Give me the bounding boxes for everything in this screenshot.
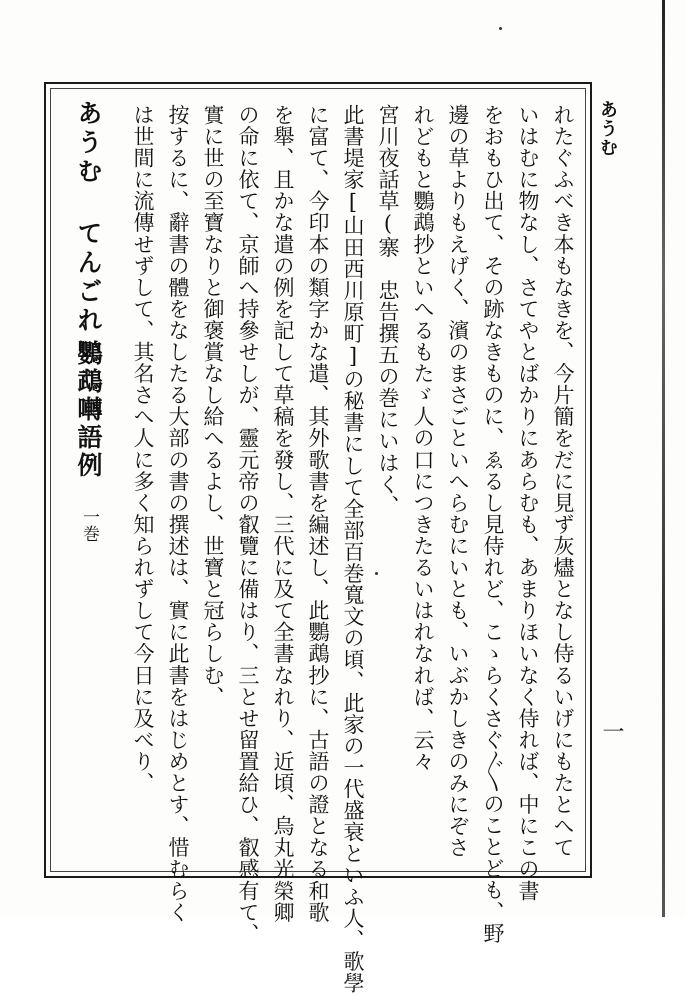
text-line: 實に世の至寶なりと御褒賞なし給へるよし、世寶と冠らしむ、 — [201, 104, 225, 708]
text-line: は世間に流傳せずして、其名さへ人に多く知られずして今日に及べり、 — [131, 104, 155, 794]
text-line: れたぐふべき本もなきを、今片簡をだに見ず灰燼となし侍るいげにもたとへて — [551, 104, 575, 859]
page-number: 一 — [599, 720, 624, 742]
text-line: 宮川夜話草(寨 忠告撰五の巻にいはく、 — [376, 104, 400, 517]
page-heading: あうむ てんごれい — [74, 100, 103, 365]
text-line: の命に依て、京師へ持參せしが、靈元帝の叡覽に備はり、三とせ留置給ひ、叡感有て、 — [236, 104, 260, 945]
text-line: れどもと鸚鵡抄といへるもたゞ人の口につきたるいはれなれば、云々 — [411, 104, 435, 773]
text-line: をおもひ出て、その跡なきものに、ゑるし見侍れど、こゝらくさぐ〴〵のことども、野 — [481, 104, 505, 944]
text-line: いはむに物なし、さてやとばかりにあらむも、あまりほいなく侍れば、中にこの書 — [516, 104, 540, 902]
volume-label: 一巻 — [79, 508, 99, 542]
scan-edge — [662, 0, 665, 917]
text-line: 邊の草よりもえげく、濱のまさごといへらむにいとも、いぶかしきのみにぞさ — [446, 104, 470, 859]
book-title: 鸚鵡囀語例 — [74, 340, 103, 480]
text-line: 此書堤家[山田西川原町]の秘書にして全部百巻寬文の頃、此家の一代盛衰といふ人、歌學 — [341, 104, 365, 994]
running-head: あうむ — [597, 100, 618, 157]
text-line: 按するに、辭書の體をなしたる大部の書の撰述は、實に此書をはじめとす、惜むらく — [166, 104, 190, 923]
text-line: に富て、今印本の類字かな遣、其外歌書を編述し、此鸚鵡抄に、古語の證となる和歌 — [306, 104, 330, 923]
text-line: を舉、且かな遣の例を記して草稿を發し、三代に及て全書なれり、近頃、烏丸光榮卿 — [271, 104, 295, 923]
scan-speck — [499, 27, 502, 30]
